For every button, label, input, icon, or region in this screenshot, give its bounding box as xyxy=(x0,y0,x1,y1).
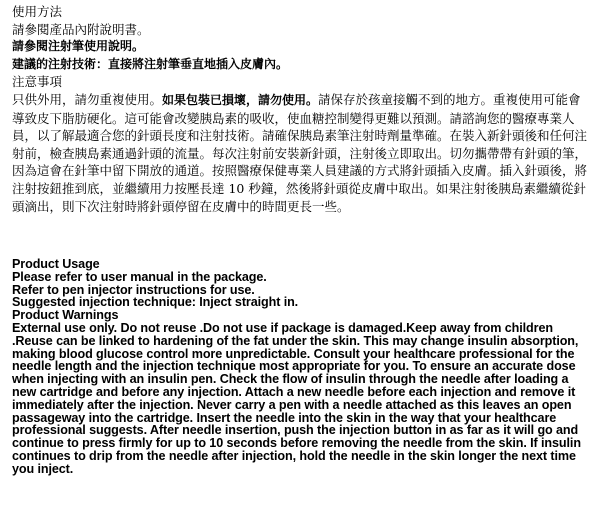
zh-warnings-heading: 注意事項 xyxy=(12,74,63,90)
en-warnings-body: External use only. Do not reuse .Do not use if package is damaged.Keep away from children .Reuse can be linked to hardening of the fat under the skin. This may change insulin absorption, making blood glucose control more unpredictable. Consult your healthcare professional for the needle length and the injection technique most appropriate for you. To ensure an accurate dose when injecting with an insulin pen. Check the flow of insulin through the needle after loading a new cartridge and before any injection. Attach a new needle before each injection and remove it immediately after the injection. Never carry a pen with a needle attached as this leaves an open passageway into the cartridge. Insert the needle into the skin in the way that your healthcare professional suggests. After needle insertion, push the injection button in as far as it will go and continue to press firmly for up to 10 seconds before removing the needle from the skin. If insulin continues to drip from the needle after injection, hold the needle in the skin longer the next time you inject. xyxy=(12,320,581,476)
zh-usage-line-1: 請參閱產品內附說明書。 xyxy=(12,21,150,37)
en-usage-line-1: Please refer to user manual in the package. xyxy=(12,269,267,284)
zh-warning-external-use: 只供外用，請勿重複使用。 xyxy=(12,91,163,107)
english-section xyxy=(12,258,592,476)
en-warnings-heading: Product Warnings xyxy=(12,308,119,323)
zh-warning-children: 請保存於孩童接觸不到的地方。 xyxy=(318,91,494,107)
chinese-section xyxy=(12,3,590,215)
zh-usage-line-3: 建議的注射技術：直接將注射筆垂直地插入皮膚內。 xyxy=(12,56,289,71)
zh-warning-details: 重複使用可能會導致皮下脂肪硬化。這可能會改變胰島素的吸收，使血糖控制變得更難以預測。請諮詢您的醫療專業人員，以了解最適合您的針頭長度和注射技術。請確保胰島素筆注射時劑量準確。在裝入新針頭後和任何注射前，檢查胰島素通過針頭的流量。每次注射前安裝新針頭，注射後立即取出。切勿攜帶帶有針頭的筆，因為這會在針筆中留下開放的通道。按照醫療保健專業人員建議的方式將針頭插入皮膚。插入針頭後，將注射按鈕推到底，並繼續用力按壓長達 10 秒鐘，然後將針頭從皮膚中取出。如果注射後胰島素繼續從針頭滴出，則下次注射時將針頭停留在皮膚中的時間更長一些。 xyxy=(12,91,588,214)
zh-usage-line-2: 請參閱注射筆使用說明。 xyxy=(12,39,145,54)
zh-warning-damaged-package: 如果包裝已損壞，請勿使用。 xyxy=(162,92,319,107)
en-usage-heading: Product Usage xyxy=(12,257,100,271)
zh-warnings-body xyxy=(12,91,590,215)
en-usage-line-3: Suggested injection technique: Inject straight in. xyxy=(12,295,299,310)
zh-usage-heading: 使用方法 xyxy=(12,4,63,19)
en-usage-line-2: Refer to pen injector instructions for use. xyxy=(12,282,255,297)
